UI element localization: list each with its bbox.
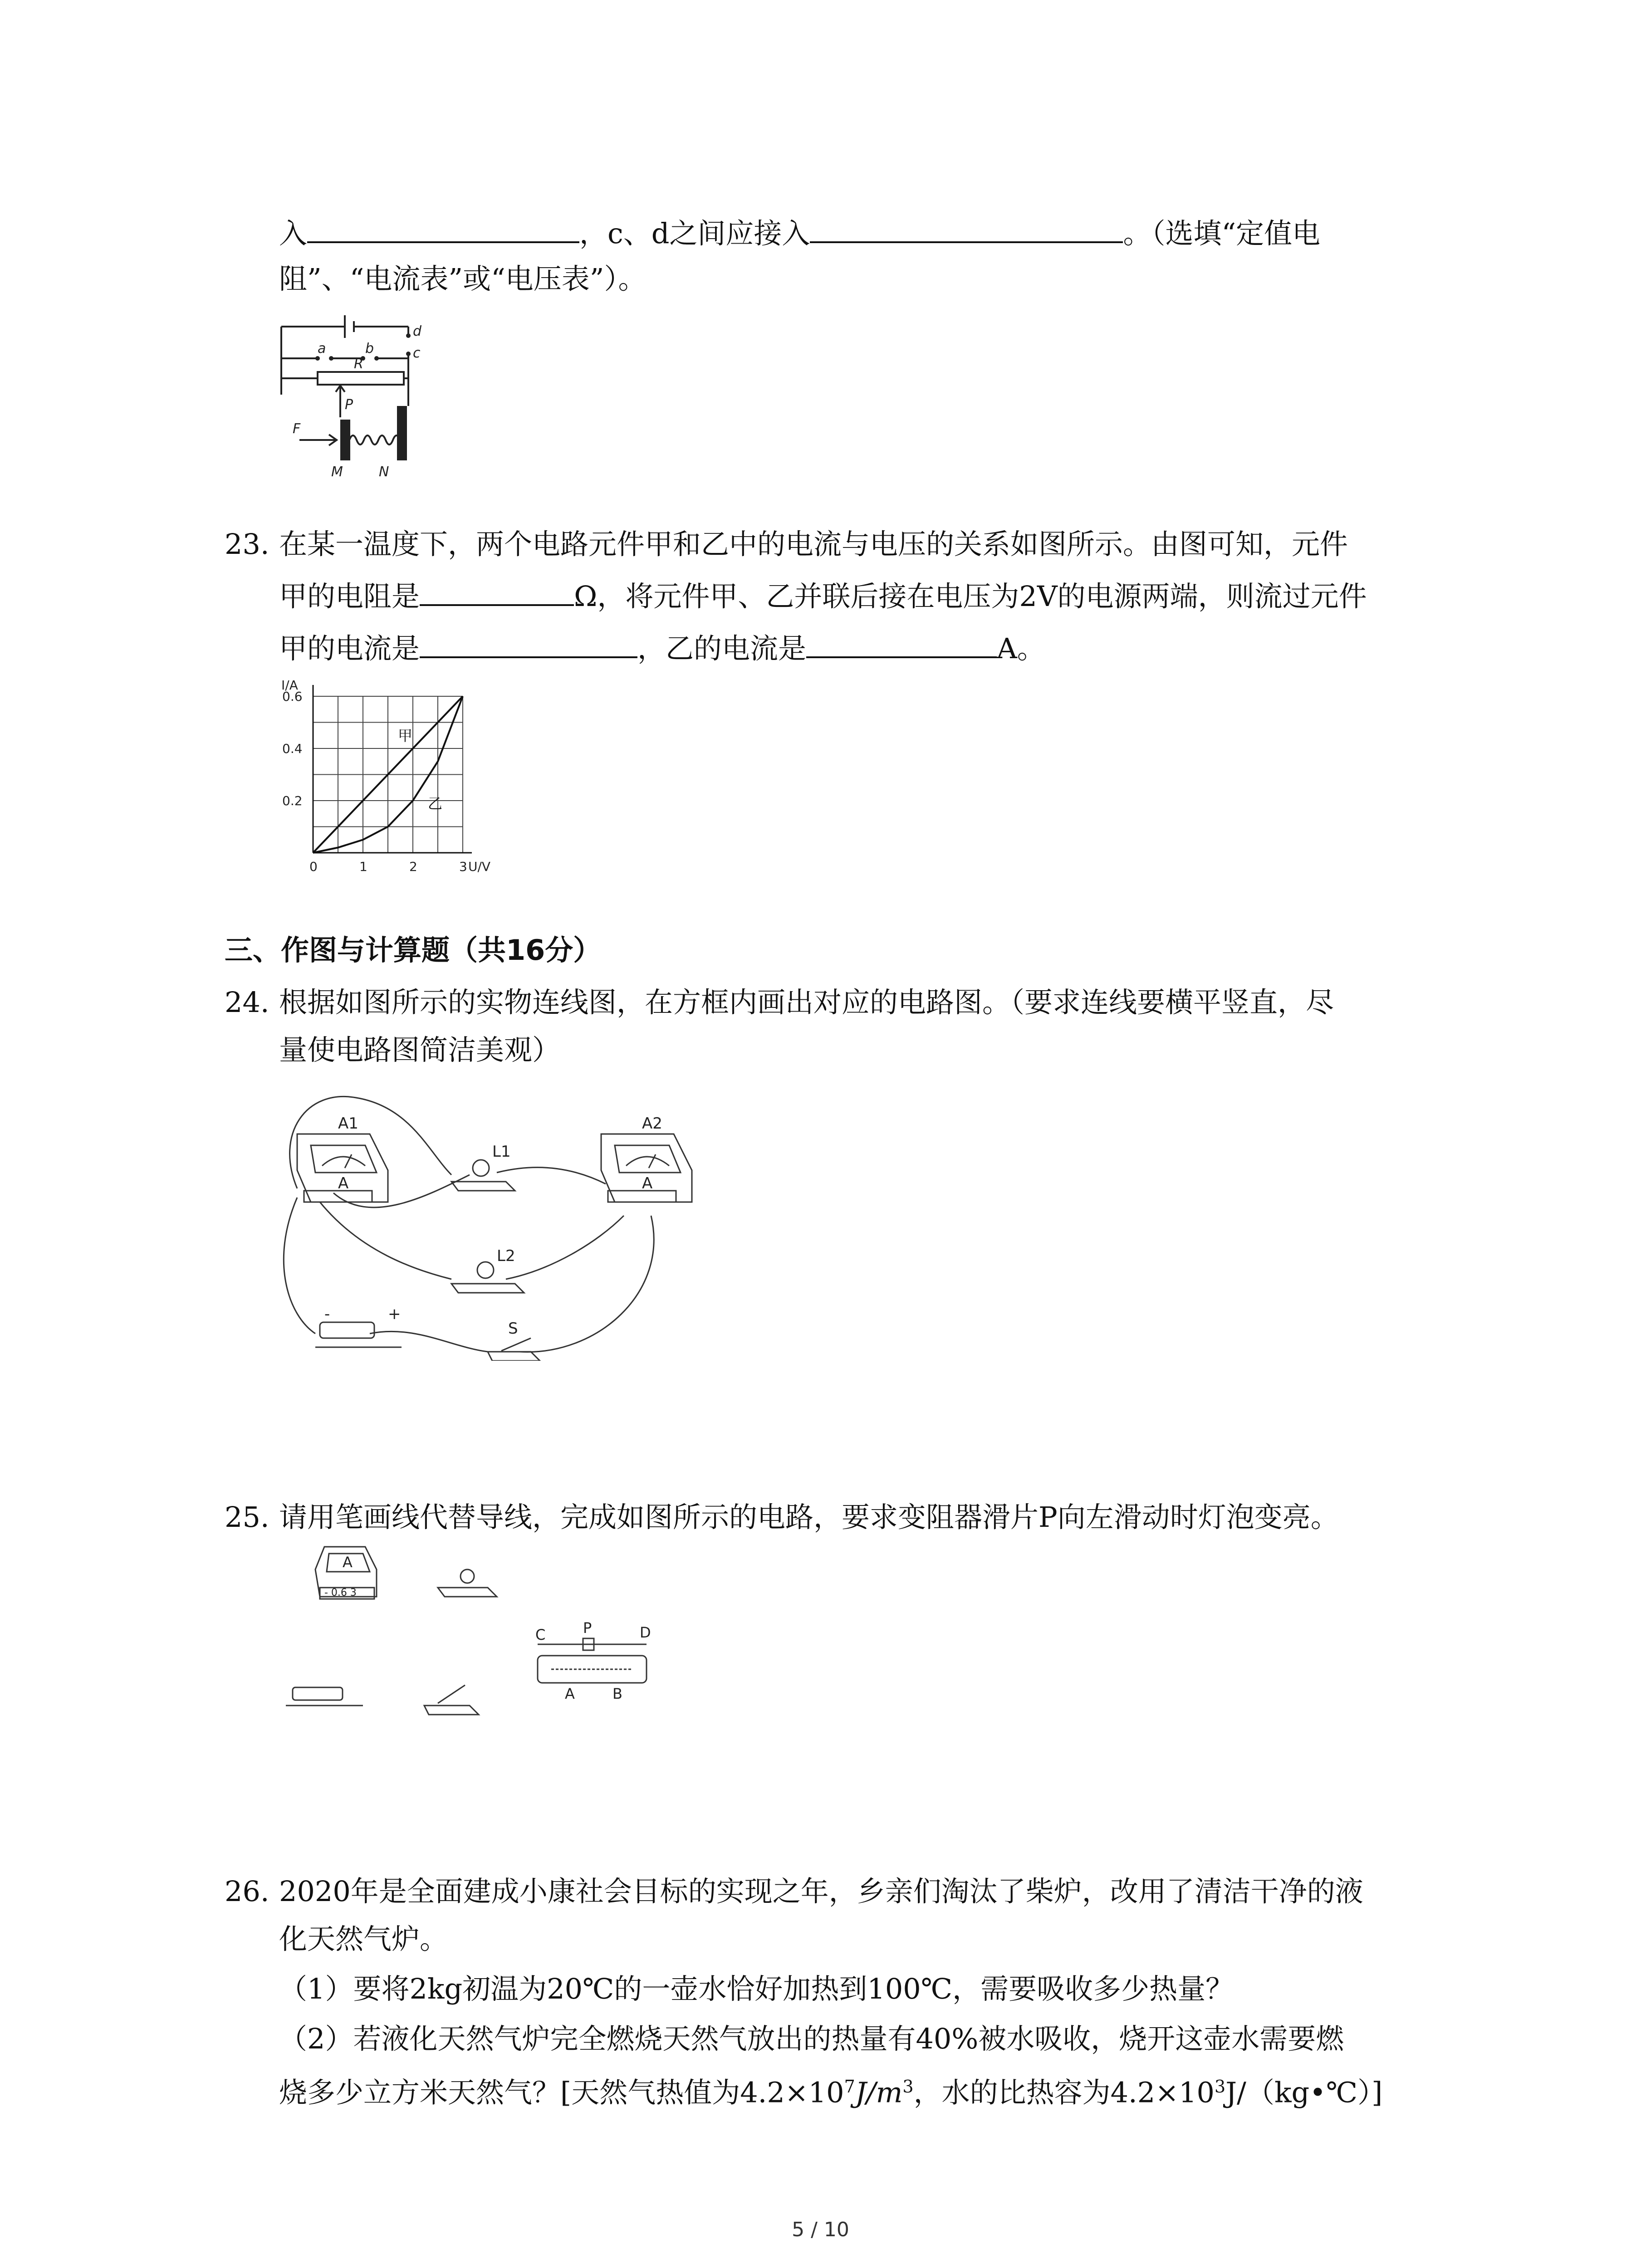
label-A2: A2 [642, 1114, 662, 1133]
label-c: c [413, 345, 421, 361]
label-N: N [379, 464, 389, 480]
x-axis-label: U/V [468, 859, 491, 874]
q24-physical-circuit [279, 1080, 733, 1361]
series-label-yi: 乙 [428, 795, 443, 812]
x-tick-label: 2 [409, 859, 417, 874]
label-D: D [640, 1624, 651, 1641]
q26-line4: （2）若液化天然气炉完全燃烧天然气放出的热量有40%被水吸收，烧开这壶水需要燃 [279, 2022, 1344, 2055]
series-label-jia: 甲 [398, 727, 413, 744]
y-tick-label: 0.4 [282, 741, 303, 756]
label-battery-minus: - [324, 1305, 330, 1323]
q24-line2: 量使电路图简洁美观） [279, 1033, 561, 1066]
q23-line3: 甲的电流是 ，乙的电流是 A。 [279, 628, 1045, 667]
q22-line1: 入 ，c、d之间应接入 。（选填“定值电 [279, 213, 1320, 252]
label-S: S [508, 1320, 518, 1338]
label-a: a [318, 341, 326, 357]
q25-components [279, 1542, 687, 1746]
label-A2-meter: A [642, 1174, 653, 1193]
q26-number: 26. [225, 1875, 269, 1908]
q23-blank-3[interactable] [806, 628, 997, 658]
x-tick-label: 0 [309, 859, 318, 874]
label-L1: L1 [492, 1143, 511, 1161]
label-b: b [365, 341, 374, 357]
label-L2: L2 [497, 1247, 515, 1265]
label-meter-scale: - 0.6 3 [324, 1587, 357, 1598]
q22-blank-1[interactable] [307, 213, 579, 243]
label-d: d [413, 323, 422, 339]
q22-circuit-diagram [272, 308, 463, 481]
label-B: B [612, 1685, 622, 1702]
q22-blank-2[interactable] [810, 213, 1123, 243]
label-F: F [293, 421, 301, 437]
q24-number: 24. [225, 986, 269, 1019]
q23-blank-2[interactable] [420, 628, 637, 658]
q26-line3: （1）要将2kg初温为20℃的一壶水恰好加热到100℃，需要吸收多少热量？ [279, 1972, 1234, 2005]
q24-line1: 24. 根据如图所示的实物连线图，在方框内画出对应的电路图。（要求连线要横平竖直，尽 [225, 984, 1334, 1021]
label-A1-meter: A [338, 1174, 349, 1193]
label-P: P [345, 397, 353, 413]
q26-line5: 烧多少立方米天然气？[天然气热值为$4.2\times 10^7J/m^3$，水的比热容为$4.2\times 10^3J/(kg•℃)$] [279, 2076, 1383, 2109]
x-tick-label: 1 [359, 859, 367, 874]
section-title: 三、作图与计算题（共16分） [225, 934, 602, 967]
iu-chart [277, 671, 513, 885]
q23-blank-1[interactable] [420, 576, 574, 606]
y-axis-label: I/A [281, 678, 298, 693]
q25-line1: 25. 请用笔画线代替导线，完成如图所示的电路，要求变阻器滑片P向左滑动时灯泡变亮。 [225, 1499, 1339, 1535]
q26-line2: 化天然气炉。 [279, 1922, 448, 1955]
y-tick-label: 0.2 [282, 793, 303, 808]
label-battery-plus: + [388, 1305, 401, 1323]
page-number: 5 / 10 [792, 2218, 849, 2241]
label-R: R [354, 356, 363, 372]
q23-number: 23. [225, 528, 269, 561]
label-C: C [535, 1626, 546, 1643]
q26-line1: 26. 2020年是全面建成小康社会目标的实现之年，乡亲们淘汰了柴炉，改用了清洁干净的液 [225, 1873, 1363, 1910]
q25-number: 25. [225, 1501, 269, 1534]
label-meter-A: A [343, 1554, 353, 1571]
label-A1: A1 [338, 1114, 358, 1133]
q22-line2: 阻”、“电流表”或“电压表”）。 [279, 262, 647, 295]
label-P: P [583, 1619, 592, 1637]
x-tick-label: 3 [459, 859, 467, 874]
label-A: A [565, 1685, 575, 1702]
q23-line2: 甲的电阻是 Ω，将元件甲、乙并联后接在电压为2V的电源两端，则流过元件 [279, 576, 1367, 615]
y-tick-label: 0.6 [282, 689, 303, 704]
q23-line1: 23. 在某一温度下，两个电路元件甲和乙中的电流与电压的关系如图所示。由图可知，元件 [225, 526, 1348, 562]
label-M: M [331, 464, 343, 480]
